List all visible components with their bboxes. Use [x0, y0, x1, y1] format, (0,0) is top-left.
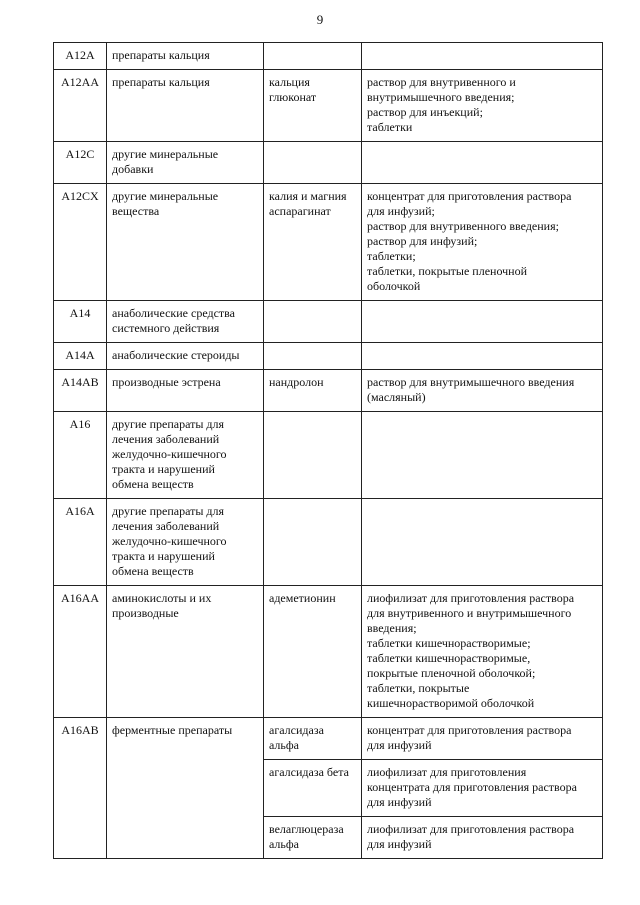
table-row — [54, 70, 603, 142]
atc-code-cell: A12AA — [54, 70, 107, 142]
table-row — [54, 142, 603, 184]
atc-code-cell: A16A — [54, 499, 107, 586]
atc-code-cell: A12CX — [54, 184, 107, 301]
group-cell: ферментные препараты — [107, 718, 264, 859]
drug-cell: агалсидаза бета — [264, 760, 362, 817]
group-cell: другие препараты для лечения заболеваний желудочно-кишечного тракта и нарушений обмена веществ — [107, 499, 264, 586]
table-row — [54, 343, 603, 370]
group-cell: производные эстрена — [107, 370, 264, 412]
drug-cell: велаглюцераза альфа — [264, 817, 362, 859]
group-cell: анаболические стероиды — [107, 343, 264, 370]
drug-cell — [264, 343, 362, 370]
drug-cell — [264, 412, 362, 499]
table-body — [54, 43, 603, 859]
group-cell: аминокислоты и их производные — [107, 586, 264, 718]
dosage-forms-cell — [362, 343, 603, 370]
dosage-forms-cell — [362, 499, 603, 586]
atc-code-cell: A16 — [54, 412, 107, 499]
atc-code-cell: A14A — [54, 343, 107, 370]
dosage-forms-cell: раствор для внутримышечного введения (масляный) — [362, 370, 603, 412]
group-cell: другие минеральные добавки — [107, 142, 264, 184]
dosage-forms-cell — [362, 142, 603, 184]
dosage-forms-cell — [362, 412, 603, 499]
drug-cell: калия и магния аспарагинат — [264, 184, 362, 301]
atc-code-cell: A14AB — [54, 370, 107, 412]
drug-table — [53, 42, 603, 859]
drug-cell — [264, 301, 362, 343]
table-row — [54, 184, 603, 301]
dosage-forms-cell: концентрат для приготовления раствора для инфузий; раствор для внутривенного введения; раствор для инфузий; таблетки; таблетки, покрытые пленочной оболочкой — [362, 184, 603, 301]
atc-code-cell: A16AA — [54, 586, 107, 718]
group-cell: другие минеральные вещества — [107, 184, 264, 301]
group-cell: анаболические средства системного действия — [107, 301, 264, 343]
dosage-forms-cell: лиофилизат для приготовления раствора для инфузий — [362, 817, 603, 859]
table-row — [54, 301, 603, 343]
drug-cell: нандролон — [264, 370, 362, 412]
dosage-forms-cell: концентрат для приготовления раствора для инфузий — [362, 718, 603, 760]
drug-cell: кальция глюконат — [264, 70, 362, 142]
drug-cell: агалсидаза альфа — [264, 718, 362, 760]
atc-code-cell: A12A — [54, 43, 107, 70]
table-row — [54, 412, 603, 499]
drug-cell: адеметионин — [264, 586, 362, 718]
group-cell: другие препараты для лечения заболеваний желудочно-кишечного тракта и нарушений обмена веществ — [107, 412, 264, 499]
table-row — [54, 586, 603, 718]
atc-code-cell: A12C — [54, 142, 107, 184]
dosage-forms-cell — [362, 43, 603, 70]
group-cell: препараты кальция — [107, 43, 264, 70]
drug-cell — [264, 43, 362, 70]
drug-cell — [264, 142, 362, 184]
group-cell: препараты кальция — [107, 70, 264, 142]
page-number: 9 — [316, 12, 324, 27]
dosage-forms-cell — [362, 301, 603, 343]
table-row — [54, 499, 603, 586]
table-row — [54, 370, 603, 412]
atc-code-cell: A16AB — [54, 718, 107, 859]
atc-code-cell: A14 — [54, 301, 107, 343]
drug-cell — [264, 499, 362, 586]
table-row — [54, 43, 603, 70]
dosage-forms-cell: раствор для внутривенного и внутримышечного введения; раствор для инъекций; таблетки — [362, 70, 603, 142]
dosage-forms-cell: лиофилизат для приготовления раствора для внутривенного и внутримышечного введения; таблетки кишечнорастворимые; таблетки кишечнорастворимые, покрытые пленочной оболочкой; таблетки, покрытые кишечнорастворимой оболочкой — [362, 586, 603, 718]
dosage-forms-cell: лиофилизат для приготовления концентрата для приготовления раствора для инфузий — [362, 760, 603, 817]
table-row — [54, 718, 603, 760]
